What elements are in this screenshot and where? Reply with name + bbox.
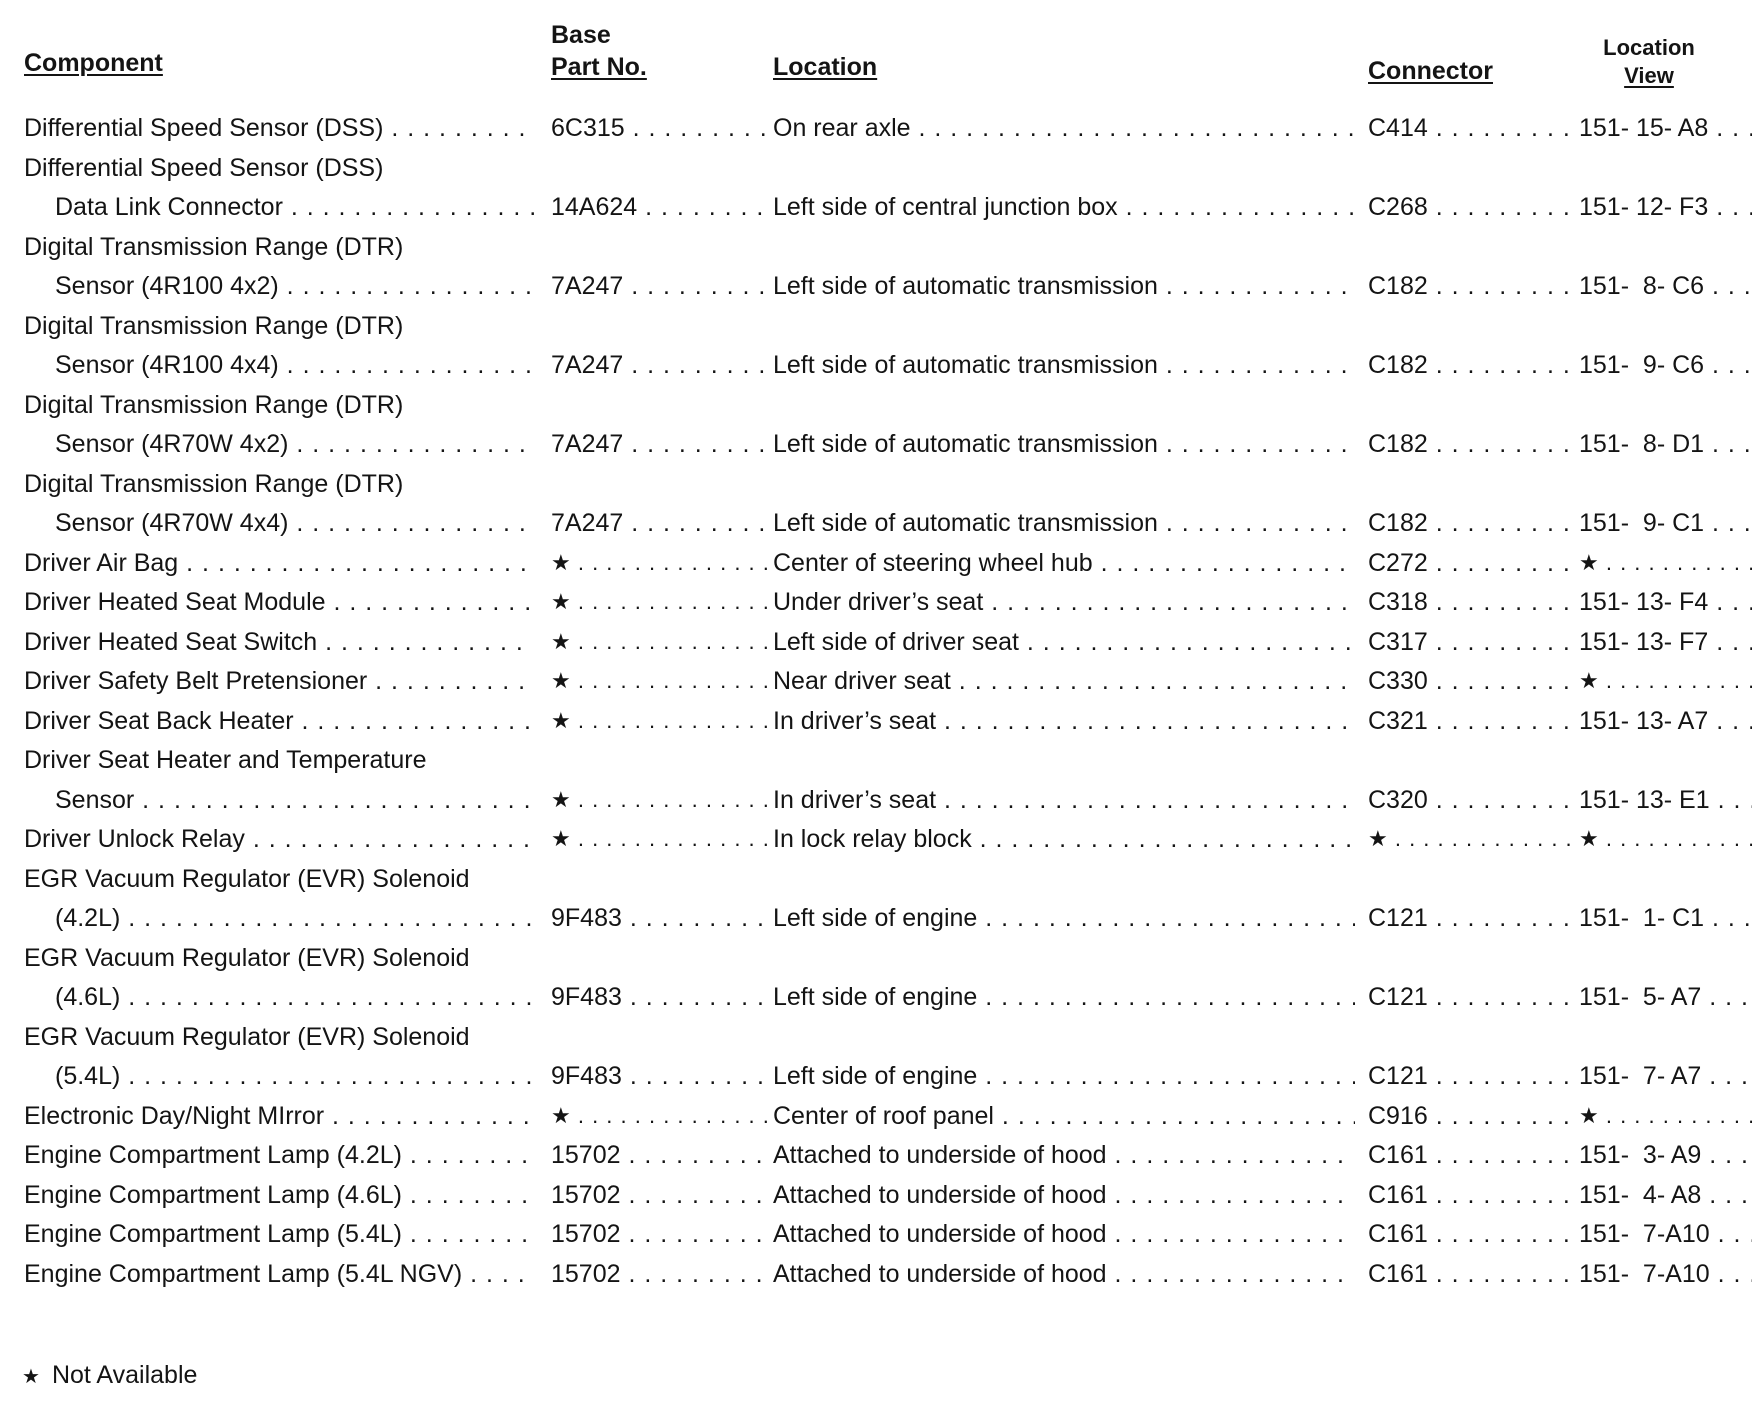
location-view-cell: 151- 13- E1 . . . [1579,780,1752,820]
connector-cell: C161 . . . [1368,1254,1576,1294]
location-cell: Under driver’s seat . . . [773,582,1355,622]
location-cell: Left side of driver seat . . . [773,622,1355,662]
part-number-cell: ★ . . . [551,819,772,859]
location-view-cell: 151- 9- C6 . . . [1579,345,1752,385]
part-number-cell: 9F483 . . . [551,977,772,1017]
connector-cell: C161 . . . [1368,1175,1576,1215]
component-cell: Digital Transmission Range (DTR) [24,311,404,340]
connector-cell: C414 . . . [1368,108,1576,148]
component-cell: Digital Transmission Range (DTR) [24,232,404,261]
component-cell: Differential Speed Sensor (DSS) [24,153,384,182]
connector-cell: C121 . . . [1368,1056,1576,1096]
connector-cell: C182 . . . [1368,345,1576,385]
table-row [0,1135,1752,1175]
part-number-cell: ★ . . . [551,701,772,741]
part-number-cell: 9F483 . . . [551,1056,772,1096]
connector-cell: C182 . . . [1368,503,1576,543]
component-cell: EGR Vacuum Regulator (EVR) Solenoid [24,864,470,893]
component-cell: Sensor . . . [55,780,534,820]
part-number-cell: 15702 . . . [551,1214,772,1254]
connector-cell: C161 . . . [1368,1135,1576,1175]
location-view-cell: 151- 9- C1 . . . [1579,503,1752,543]
component-cell: Engine Compartment Lamp (5.4L) . . . [24,1214,534,1254]
table-row [0,187,1752,227]
table-row [0,424,1752,464]
component-cell: Driver Air Bag . . . [24,543,534,583]
location-view-cell: 151- 4- A8 . . . [1579,1175,1752,1215]
location-view-cell: 151- 5- A7 . . . [1579,977,1752,1017]
table-row [0,582,1752,622]
header-location-view-bottom: View [1624,63,1674,88]
component-cell: Driver Seat Back Heater . . . [24,701,534,741]
location-cell: Attached to underside of hood . . . [773,1214,1355,1254]
part-number-cell: ★ . . . [551,661,772,701]
component-cell: Driver Heated Seat Module . . . [24,582,534,622]
table-row [0,345,1752,385]
location-view-cell: ★ . . . [1579,543,1752,583]
table-row [0,503,1752,543]
connector-cell: C182 . . . [1368,424,1576,464]
connector-cell: C268 . . . [1368,187,1576,227]
part-number-cell: 14A624 . . . [551,187,772,227]
location-view-cell: 151- 8- D1 . . . [1579,424,1752,464]
part-number-cell: 15702 . . . [551,1254,772,1294]
location-cell: Left side of engine . . . [773,898,1355,938]
location-view-cell: 151- 7- A7 . . . [1579,1056,1752,1096]
connector-cell: C330 . . . [1368,661,1576,701]
component-cell: EGR Vacuum Regulator (EVR) Solenoid [24,943,470,972]
part-number-cell: 7A247 . . . [551,503,772,543]
component-cell: Data Link Connector . . . [55,187,534,227]
part-number-cell: ★ . . . [551,780,772,820]
header-base-part-top: Base [551,21,611,49]
table-row [0,859,1752,899]
part-number-cell: 7A247 . . . [551,266,772,306]
table-row [0,740,1752,780]
part-number-cell: 6C315 . . . [551,108,772,148]
component-cell: Driver Heated Seat Switch . . . [24,622,534,662]
part-number-cell: 7A247 . . . [551,424,772,464]
connector-cell: C182 . . . [1368,266,1576,306]
component-cell: Engine Compartment Lamp (5.4L NGV) . . . [24,1254,534,1294]
footnote-text: Not Available [51,1361,198,1389]
part-number-cell: ★ . . . [551,543,772,583]
component-cell: (4.2L) . . . [55,898,534,938]
location-cell: Attached to underside of hood . . . [773,1135,1355,1175]
component-cell: Digital Transmission Range (DTR) [24,390,404,419]
header-component: Component [24,49,163,77]
part-number-cell: ★ . . . [551,622,772,662]
part-number-cell: ★ . . . [551,1096,772,1136]
table-row [0,622,1752,662]
table-row [0,543,1752,583]
header-location: Location [773,53,878,81]
location-view-cell: 151- 13- F4 . . . [1579,582,1752,622]
table-row [0,1214,1752,1254]
connector-cell: ★ . . . [1368,819,1576,859]
location-view-cell: 151- 7-A10 . . . [1579,1254,1752,1294]
connector-cell: C121 . . . [1368,977,1576,1017]
location-cell: In lock relay block . . . [773,819,1355,859]
location-view-cell: 151- 15- A8 . . . [1579,108,1752,148]
location-cell: Center of roof panel . . . [773,1096,1355,1136]
table-row [0,938,1752,978]
connector-cell: C272 . . . [1368,543,1576,583]
table-row [0,148,1752,188]
table-row [0,1254,1752,1294]
table-row [0,266,1752,306]
location-cell: Left side of automatic transmission . . . [773,266,1355,306]
component-cell: (5.4L) . . . [55,1056,534,1096]
location-view-cell: ★ . . . [1579,1096,1752,1136]
component-cell: Driver Safety Belt Pretensioner . . . [24,661,534,701]
location-cell: Attached to underside of hood . . . [773,1175,1355,1215]
location-cell: Left side of engine . . . [773,977,1355,1017]
header-base-part-bottom: Part No. [551,53,647,81]
component-cell: Sensor (4R100 4x2) . . . [55,266,534,306]
location-view-cell: 151- 3- A9 . . . [1579,1135,1752,1175]
table-row [0,898,1752,938]
part-number-cell: 15702 . . . [551,1175,772,1215]
location-view-cell: 151- 12- F3 . . . [1579,187,1752,227]
location-cell: Left side of engine . . . [773,1056,1355,1096]
location-view-cell: 151- 7-A10 . . . [1579,1214,1752,1254]
location-view-cell: ★ . . . [1579,819,1752,859]
connector-cell: C317 . . . [1368,622,1576,662]
table-row [0,385,1752,425]
table-row [0,227,1752,267]
component-cell: Engine Compartment Lamp (4.6L) . . . [24,1175,534,1215]
location-view-cell: 151- 13- F7 . . . [1579,622,1752,662]
location-view-cell: 151- 8- C6 . . . [1579,266,1752,306]
part-number-cell: ★ . . . [551,582,772,622]
location-view-cell: ★ . . . [1579,661,1752,701]
connector-cell: C320 . . . [1368,780,1576,820]
footnote [22,1358,197,1394]
location-cell: Left side of central junction box . . . [773,187,1355,227]
location-cell: Center of steering wheel hub . . . [773,543,1355,583]
location-cell: On rear axle . . . [773,108,1355,148]
component-cell: Digital Transmission Range (DTR) [24,469,404,498]
table-row [0,780,1752,820]
location-cell: Left side of automatic transmission . . . [773,424,1355,464]
connector-cell: C321 . . . [1368,701,1576,741]
component-cell: Engine Compartment Lamp (4.2L) . . . [24,1135,534,1175]
component-cell: Sensor (4R70W 4x4) . . . [55,503,534,543]
location-cell: Left side of automatic transmission . . . [773,345,1355,385]
component-cell: Electronic Day/Night MIrror . . . [24,1096,534,1136]
component-cell: EGR Vacuum Regulator (EVR) Solenoid [24,1022,470,1051]
location-cell: Attached to underside of hood . . . [773,1254,1355,1294]
header-connector: Connector [1368,57,1493,85]
table-row [0,661,1752,701]
table-row [0,1175,1752,1215]
connector-cell: C121 . . . [1368,898,1576,938]
part-number-cell: 7A247 . . . [551,345,772,385]
table-row [0,306,1752,346]
header-location-view-top: Location [1603,35,1695,60]
table-row [0,464,1752,504]
component-cell: Driver Seat Heater and Temperature [24,746,427,774]
component-cell: Driver Unlock Relay . . . [24,819,534,859]
component-cell: (4.6L) . . . [55,977,534,1017]
connector-cell: C318 . . . [1368,582,1576,622]
table-row [0,977,1752,1017]
component-cell: Sensor (4R70W 4x2) . . . [55,424,534,464]
table-row [0,1056,1752,1096]
location-cell: Near driver seat . . . [773,661,1355,701]
location-view-cell: 151- 1- C1 . . . [1579,898,1752,938]
part-number-cell: 9F483 . . . [551,898,772,938]
table-row [0,819,1752,859]
connector-cell: C916 . . . [1368,1096,1576,1136]
table-row [0,1096,1752,1136]
location-cell: Left side of automatic transmission . . . [773,503,1355,543]
table-row [0,701,1752,741]
part-number-cell: 15702 . . . [551,1135,772,1175]
table-row [0,1017,1752,1057]
connector-cell: C161 . . . [1368,1214,1576,1254]
star-icon: ★ [22,1366,40,1388]
table-row [0,108,1752,148]
location-cell: In driver’s seat . . . [773,701,1355,741]
location-view-cell: 151- 13- A7 . . . [1579,701,1752,741]
component-cell: Differential Speed Sensor (DSS) . . . [24,108,534,148]
location-cell: In driver’s seat . . . [773,780,1355,820]
component-cell: Sensor (4R100 4x4) . . . [55,345,534,385]
